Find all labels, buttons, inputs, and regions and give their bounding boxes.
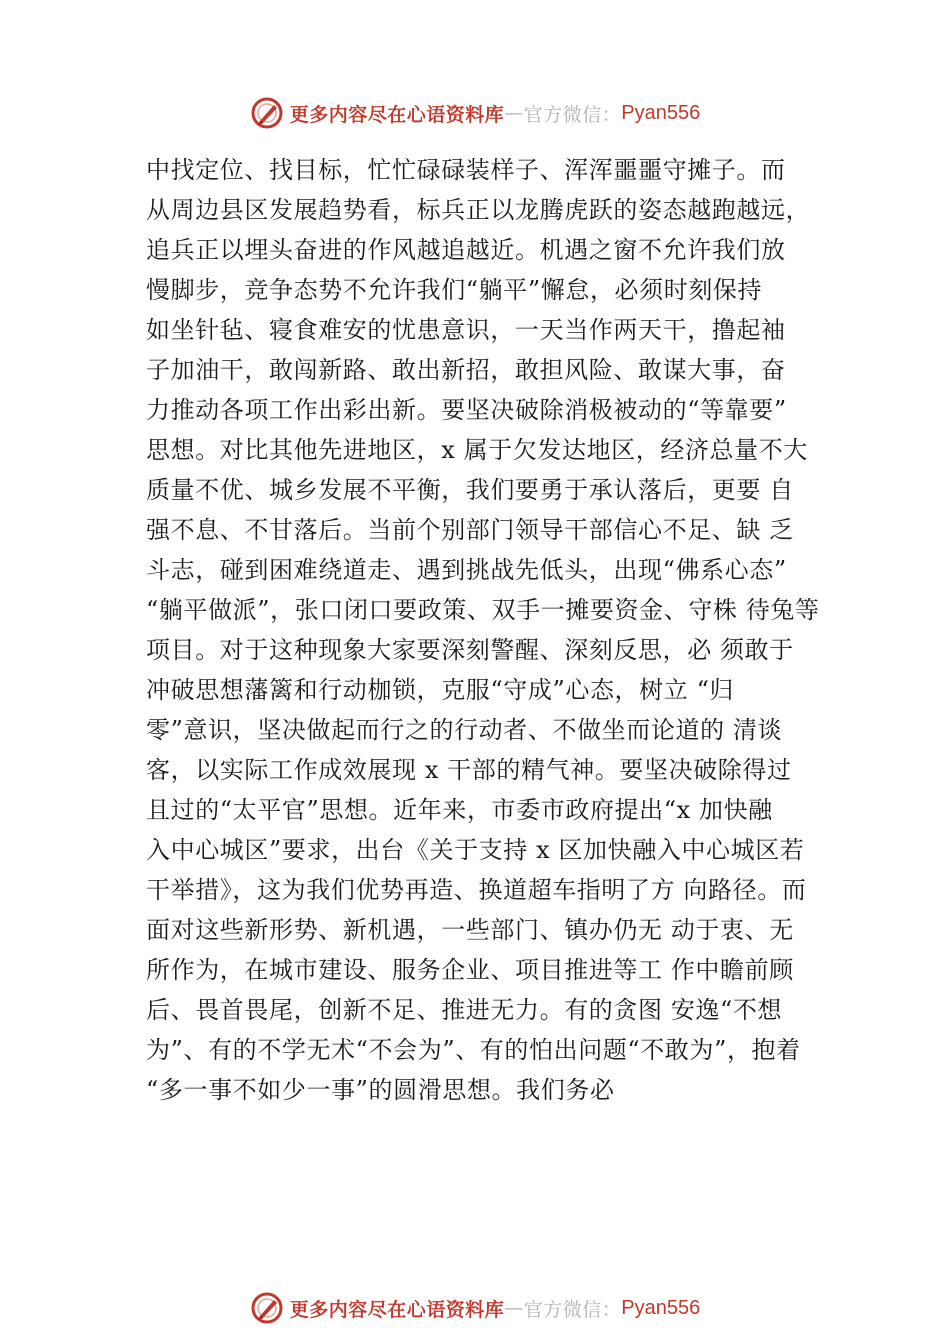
body-line: 且过的“太平官”思想。近年来，市委市政府提出“x 加快融: [146, 796, 773, 824]
banner-wechat-label: 官方微信：: [523, 103, 622, 126]
body-line: “躺平做派”，张口闭口要政策、双手一摊要资金、守株 待兔等: [146, 596, 820, 624]
body-line: 客，以实际工作成效展现 x 干部的精气神。要坚决破除得过: [146, 756, 792, 784]
body-line: 思想。对比其他先进地区，x 属于欠发达地区，经济总量不大: [146, 436, 808, 464]
body-line: 中找定位、找目标，忙忙碌碌装样子、浑浑噩噩守摊子。而: [146, 156, 786, 184]
body-line: 后、畏首畏尾，创新不足、推进无力。有的贪图 安逸“不想: [146, 996, 783, 1024]
banner-promo-text: 更多内容尽在心语资料库: [289, 1298, 505, 1321]
body-line: 面对这些新形势、新机遇，一些部门、镇办仍无 动于衷、无: [146, 916, 794, 944]
banner-dash: —: [504, 102, 524, 124]
footer-banner: [0, 1288, 950, 1328]
banner-wechat-label: 官方微信：: [523, 1298, 622, 1321]
body-line: 追兵正以埋头奋进的作风越追越近。机遇之窗不允许我们放: [146, 236, 786, 264]
body-line: 质量不优、城乡发展不平衡，我们要勇于承认落后，更要 自: [146, 476, 794, 504]
header-banner: [0, 93, 950, 133]
body-line: 力推动各项工作出彩出新。要坚决破除消极被动的“等靠要”: [146, 396, 787, 424]
body-line: 干举措》，这为我们优势再造、换道超车指明了方 向路径。而: [146, 876, 807, 904]
body-line: 为”、有的不学无术“不会为”、有的怕出问题“不敢为”，抱着: [146, 1036, 801, 1064]
quill-seal-icon: [250, 1291, 284, 1325]
body-line: 强不息、不甘落后。当前个别部门领导干部信心不足、缺 乏: [146, 516, 794, 544]
banner-wechat-id: Pyan556: [621, 101, 701, 124]
body-line: 斗志，碰到困难绕道走、遇到挑战先低头，出现“佛系心态”: [146, 556, 787, 584]
banner-dash: —: [504, 1297, 524, 1319]
body-line: 入中心城区”要求，出台《关于支持 x 区加快融入中心城区若: [146, 836, 805, 864]
body-line: 从周边县区发展趋势看，标兵正以龙腾虎跃的姿态越跑越远，: [146, 196, 811, 224]
body-line: 项目。对于这种现象大家要深刻警醒、深刻反思，必 须敢于: [146, 636, 794, 664]
body-line: 零”意识，坚决做起而行之的行动者、不做坐而论道的 清谈: [146, 716, 783, 744]
body-line: 如坐针毡、寝食难安的忧患意识，一天当作两天干，撸起袖: [146, 316, 786, 344]
body-line: 子加油干，敢闯新路、敢出新招，敢担风险、敢谋大事，奋: [146, 356, 786, 384]
quill-seal-icon: [250, 96, 284, 130]
body-line: “多一事不如少一事”的圆滑思想。我们务必: [146, 1076, 615, 1104]
body-line: 冲破思想藩篱和行动枷锁，克服“守成”心态，树立 “归: [146, 676, 735, 704]
banner-wechat-id: Pyan556: [621, 1296, 701, 1319]
body-line: 慢脚步，竞争态势不允许我们“躺平”懈怠，必须时刻保持: [146, 276, 763, 304]
document-body: [146, 150, 836, 1110]
body-line: 所作为，在城市建设、服务企业、项目推进等工 作中瞻前顾: [146, 956, 794, 984]
banner-promo-text: 更多内容尽在心语资料库: [289, 103, 505, 126]
